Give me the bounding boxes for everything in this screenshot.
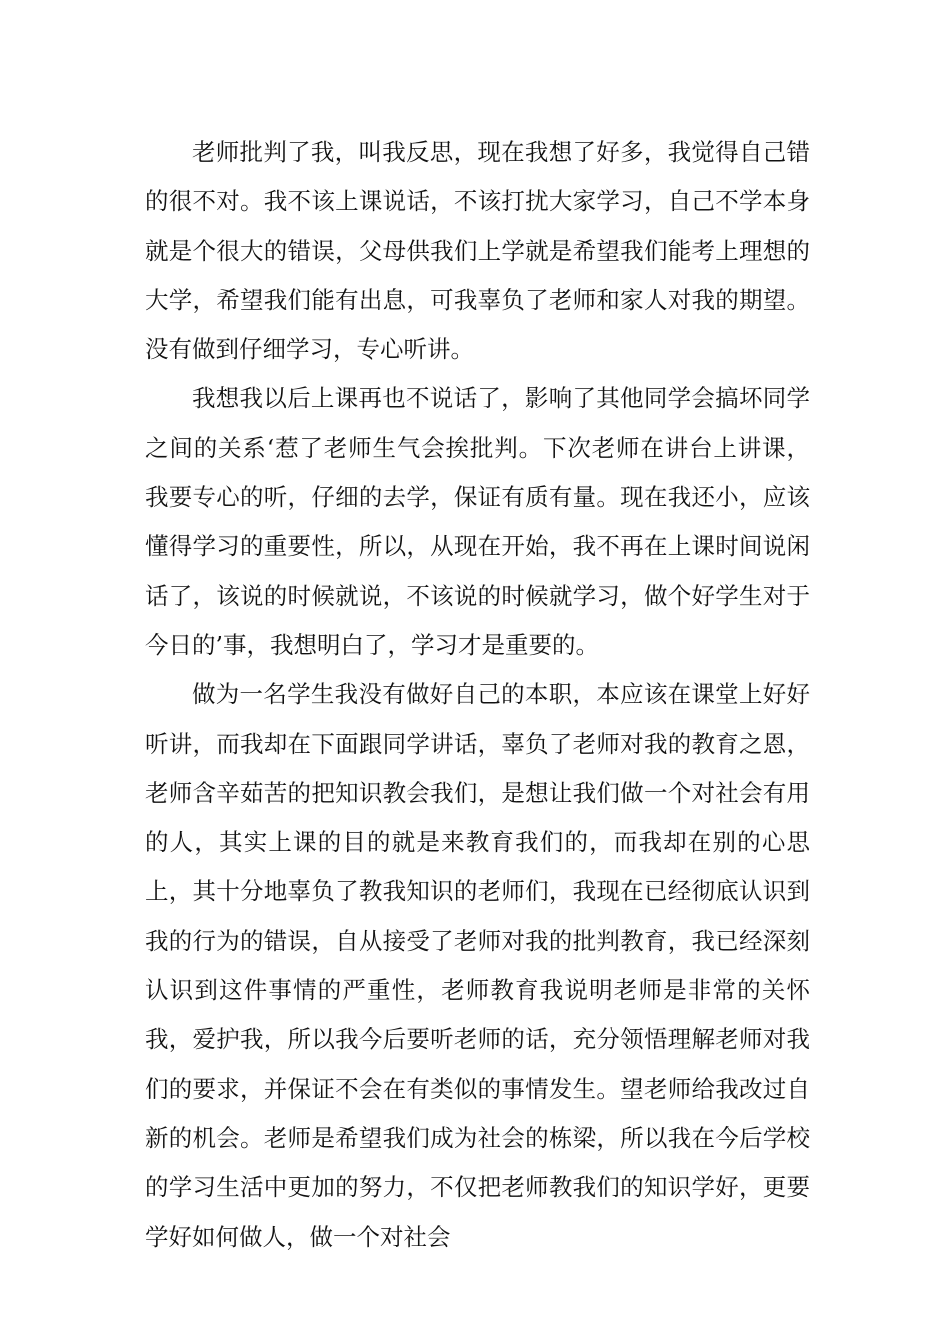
paragraph-1: 老师批判了我，叫我反思，现在我想了好多，我觉得自己错的很不对。我不该上课说话，不该打扰大家学习，自己不学本身就是个很大的错误，父母供我们上学就是希望我们能考上理想的大学，希望我们能有出息，可我辜负了老师和家人对我的期望。没有做到仔细学习，专心听讲。 bbox=[145, 138, 810, 364]
document-body bbox=[145, 128, 810, 1262]
paragraph-2: 我想我以后上课再也不说话了，影响了其他同学会搞坏同学之间的关系‘惹了老师生气会挨批判。下次老师在讲台上讲课，我要专心的听，仔细的去学，保证有质有量。现在我还小，应该懂得学习的重要性，所以，从现在开始，我不再在上课时间说闲话了，该说的时候就说，不该说的时候就学习，做个好学生对于今日的’事，我想明白了，学习才是重要的。 bbox=[145, 384, 810, 659]
paragraph-3: 做为一名学生我没有做好自己的本职，本应该在课堂上好好听讲，而我却在下面跟同学讲话，辜负了老师对我的教育之恩，老师含辛茹苦的把知识教会我们，是想让我们做一个对社会有用的人，其实上课的目的就是来教育我们的，而我却在别的心思上，其十分地辜负了教我知识的老师们，我现在已经彻底认识到我的行为的错误，自从接受了老师对我的批判教育，我已经深刻认识到这件事情的严重性，老师教育我说明老师是非常的关怀我，爱护我，所以我今后要听老师的话，充分领悟理解老师对我们的要求，并保证不会在有类似的事情发生。望老师给我改过自新的机会。老师是希望我们成为社会的栋梁，所以我在今后学校的学习生活中更加的努力，不仅把老师教我们的知识学好，更要学好如何做人，做一个对社会 bbox=[145, 680, 810, 1251]
